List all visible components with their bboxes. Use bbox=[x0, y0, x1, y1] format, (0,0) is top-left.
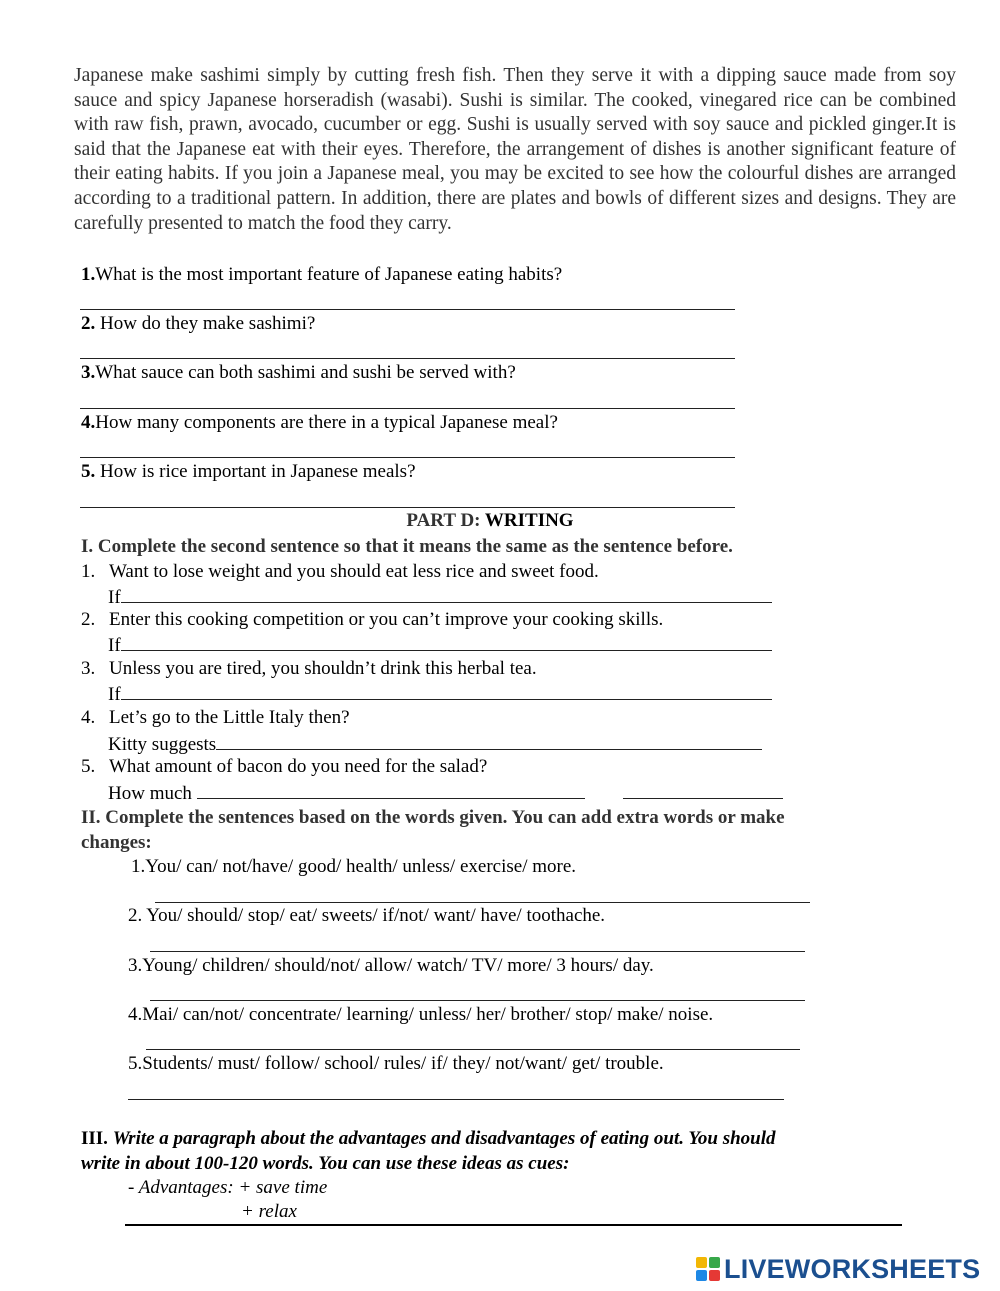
build-item-5: 5.Students/ must/ follow/ school/ rules/ if/ they/ not/want/ get/ trouble. bbox=[128, 1053, 664, 1074]
reading-question-5 bbox=[81, 460, 416, 484]
answer-blank-2[interactable] bbox=[623, 780, 783, 799]
item-number: 1. bbox=[81, 561, 96, 582]
question-text: How many components are there in a typical Japanese meal? bbox=[95, 412, 558, 433]
build-answer-line-2[interactable] bbox=[150, 951, 805, 952]
part-d-title: WRITING bbox=[484, 510, 574, 531]
writing-answer-line[interactable] bbox=[125, 1224, 902, 1226]
item-number: 3. bbox=[81, 658, 96, 679]
section-3-title-line-2: write in about 100-120 words. You can use these ideas as cues: bbox=[81, 1153, 570, 1174]
cue-advantages: - Advantages: + save time bbox=[128, 1177, 328, 1198]
rewrite-item-4 bbox=[81, 706, 350, 730]
build-answer-line-4[interactable] bbox=[146, 1049, 800, 1050]
reading-question-4 bbox=[81, 411, 558, 435]
answer-line-4[interactable] bbox=[80, 457, 735, 458]
build-item-3: 3.Young/ children/ should/not/ allow/ watch/ TV/ more/ 3 hours/ day. bbox=[128, 955, 654, 976]
rewrite-answer-2 bbox=[108, 632, 772, 658]
answer-line-3[interactable] bbox=[80, 408, 735, 409]
answer-blank[interactable] bbox=[216, 731, 762, 750]
rewrite-answer-4 bbox=[108, 731, 762, 757]
build-answer-line-1[interactable] bbox=[155, 902, 810, 903]
sentence-start: If bbox=[108, 587, 121, 608]
rewrite-answer-5 bbox=[108, 780, 783, 806]
build-item-1: 1.You/ can/ not/have/ good/ health/ unless/ exercise/ more. bbox=[131, 856, 577, 877]
question-number: 5. bbox=[81, 461, 96, 482]
question-number: 4. bbox=[81, 412, 96, 433]
part-d-heading bbox=[0, 509, 980, 533]
item-number: 2. bbox=[81, 609, 96, 630]
section-3-title-line-1 bbox=[81, 1127, 776, 1151]
answer-blank[interactable] bbox=[197, 780, 585, 799]
rewrite-item-2 bbox=[81, 608, 663, 632]
reading-passage: Japanese make sashimi simply by cutting fresh fish. Then they serve it with a dipping sauce made from soy sauce and spicy Japanese horseradish (wasabi). Sushi is similar. The cooked, vinegared rice can be combined with raw fish, prawn, avocado, cucumber or egg. Sushi is usually served with soy sauce and pickled ginger.It is said that the Japanese eat with their eyes. Therefore, the arrangement of dishes is another significant feature of their eating habits. If you join a Japanese meal, you may be excited to see how the colourful dishes are arranged according to a traditional pattern. In addition, there are plates and bowls of different sizes and designs. They are carefully presented to match the food they carry. bbox=[74, 65, 956, 234]
part-d-prefix: PART D: bbox=[406, 510, 485, 531]
item-number: 5. bbox=[81, 756, 96, 777]
section-1-title: I. Complete the second sentence so that it means the same as the sentence before. bbox=[81, 536, 733, 557]
build-item-4: 4.Mai/ can/not/ concentrate/ learning/ unless/ her/ brother/ stop/ make/ noise. bbox=[128, 1004, 714, 1025]
question-number: 2. bbox=[81, 313, 96, 334]
liveworksheets-logo bbox=[696, 1251, 980, 1287]
answer-blank[interactable] bbox=[121, 584, 772, 603]
cue-relax: + relax bbox=[241, 1201, 297, 1222]
question-text: How do they make sashimi? bbox=[95, 313, 316, 334]
item-text: What amount of bacon do you need for the salad? bbox=[109, 756, 488, 777]
reading-question-1 bbox=[81, 263, 562, 287]
item-text: Unless you are tired, you shouldn’t drink this herbal tea. bbox=[109, 658, 537, 679]
logo-squares-icon bbox=[696, 1257, 720, 1281]
question-number: 1. bbox=[81, 264, 96, 285]
section-2-title-line-1: II. Complete the sentences based on the words given. You can add extra words or make bbox=[81, 807, 785, 828]
sentence-start: How much bbox=[108, 783, 197, 804]
section-3-title-text: Write a paragraph about the advantages and disadvantages of eating out. You should bbox=[112, 1128, 776, 1149]
question-text: How is rice important in Japanese meals? bbox=[95, 461, 416, 482]
sentence-start: If bbox=[108, 684, 121, 705]
question-text: What is the most important feature of Japanese eating habits? bbox=[95, 264, 563, 285]
rewrite-item-1 bbox=[81, 560, 599, 584]
rewrite-answer-3 bbox=[108, 681, 772, 707]
question-number: 3. bbox=[81, 362, 96, 383]
answer-line-5[interactable] bbox=[80, 507, 735, 508]
question-text: What sauce can both sashimi and sushi be served with? bbox=[95, 362, 516, 383]
build-answer-line-3[interactable] bbox=[150, 1000, 805, 1001]
rewrite-item-3 bbox=[81, 657, 537, 681]
build-item-2: 2. You/ should/ stop/ eat/ sweets/ if/not/ want/ have/ toothache. bbox=[128, 905, 606, 926]
answer-blank[interactable] bbox=[121, 681, 772, 700]
item-text: Let’s go to the Little Italy then? bbox=[109, 707, 350, 728]
build-answer-line-5[interactable] bbox=[128, 1099, 784, 1100]
section-3-label: III. bbox=[81, 1128, 113, 1149]
reading-question-2 bbox=[81, 312, 315, 336]
answer-blank[interactable] bbox=[121, 632, 772, 651]
answer-line-2[interactable] bbox=[80, 358, 735, 359]
rewrite-answer-1 bbox=[108, 584, 772, 610]
answer-line-1[interactable] bbox=[80, 309, 735, 310]
sentence-start: Kitty suggests bbox=[108, 734, 217, 755]
rewrite-item-5 bbox=[81, 755, 487, 779]
item-text: Want to lose weight and you should eat less rice and sweet food. bbox=[109, 561, 599, 582]
reading-question-3 bbox=[81, 361, 516, 385]
section-2-title-line-2: changes: bbox=[81, 832, 152, 853]
item-text: Enter this cooking competition or you can’t improve your cooking skills. bbox=[109, 609, 664, 630]
logo-text: LIVEWORKSHEETS bbox=[724, 1253, 981, 1284]
sentence-start: If bbox=[108, 635, 121, 656]
item-number: 4. bbox=[81, 707, 96, 728]
